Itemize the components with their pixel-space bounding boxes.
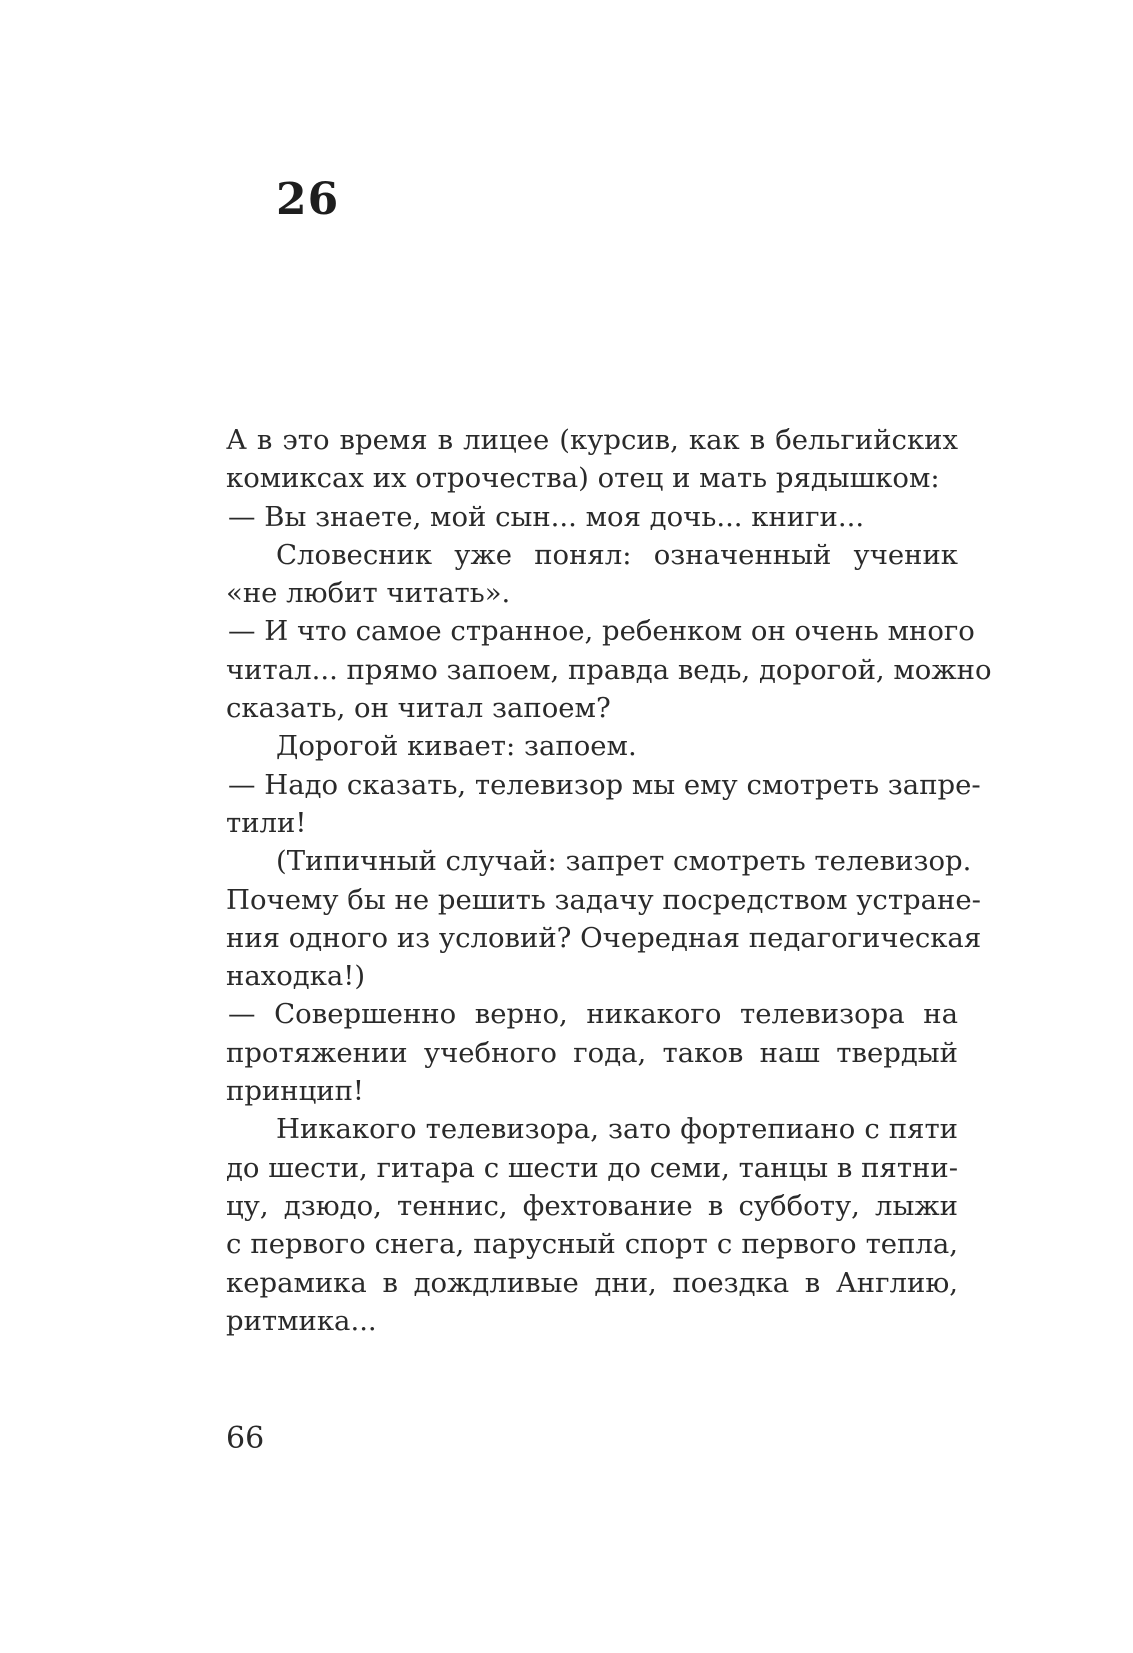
text-line: Словесник уже понял: означенный ученик: [276, 538, 958, 571]
text-line: (Типичный случай: запрет смотреть телевизор.: [276, 845, 972, 878]
text-line: — Надо сказать, телевизор мы ему смотреть запре-: [228, 768, 981, 801]
text-line: ритмика...: [226, 1304, 377, 1337]
text-line: тили!: [226, 806, 307, 839]
text-line: комиксах их отрочества) отец и мать рядышком:: [226, 462, 940, 495]
text-line: А в это время в лицее (курсив, как в бельгийских: [226, 424, 958, 456]
text-line: протяжении учебного года, таков наш твердый: [226, 1036, 958, 1069]
text-line: сказать, он читал запоем?: [226, 692, 611, 725]
text-line: цу, дзюдо, теннис, фехтование в субботу, лыжи: [226, 1189, 958, 1222]
text-line: «не любит читать».: [226, 577, 511, 610]
text-line: Никакого телевизора, зато фортепиано с пяти: [276, 1113, 958, 1146]
text-line: до шести, гитара с шести до семи, танцы в пятни-: [226, 1151, 958, 1184]
text-line: принцип!: [226, 1075, 364, 1108]
chapter-number: 26: [276, 174, 340, 225]
text-line: Почему бы не решить задачу посредством устране-: [226, 883, 981, 916]
text-line: — Совершенно верно, никакого телевизора на: [228, 998, 958, 1031]
text-line: с первого снега, парусный спорт с первого тепла,: [226, 1228, 958, 1261]
text-line: находка!): [226, 960, 366, 993]
text-line: — И что самое странное, ребенком он очень много: [228, 615, 975, 648]
text-line: ния одного из условий? Очередная педагогическая: [226, 921, 982, 954]
text-line: Дорогой кивает: запоем.: [276, 730, 637, 763]
text-line: керамика в дождливые дни, поездка в Англию,: [226, 1266, 958, 1299]
text-line: читал... прямо запоем, правда ведь, дорогой, можно: [226, 653, 992, 686]
page-number: 66: [226, 1421, 265, 1456]
text-line: — Вы знаете, мой сын... моя дочь... книги...: [228, 500, 865, 533]
body-text: [226, 421, 992, 1340]
